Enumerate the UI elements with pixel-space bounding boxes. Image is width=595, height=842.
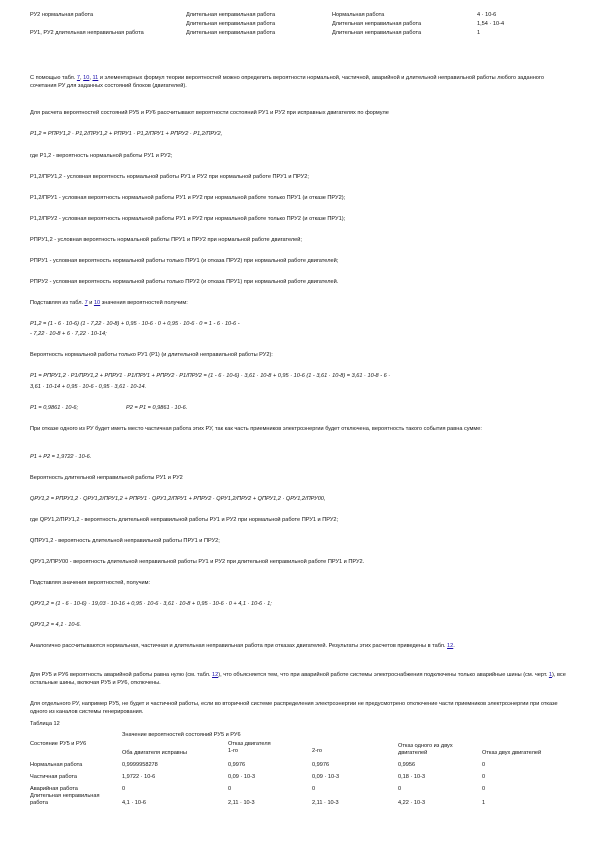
table-cell: 2,11 · 10-3 [312,800,339,806]
table-cell: 4,22 · 10-3 [398,800,426,806]
text: , [80,75,84,81]
text: ), что объясняется тем, что при аварийной работе системы электроснабжения подключены только аварийные шины (см. черт. [218,672,549,678]
table-link[interactable]: 12 [212,672,219,678]
table-cell: 1,9722 · 10-6 [122,774,156,780]
table-cell: 0,09 · 10-3 [228,774,256,780]
text: и элементарных формул теории вероятностей можно определить вероятности нормальной, частичной, аварийной и длительной неправильной работы любого заданного сочетания РУ для заданных состояний блоков (двигателей). [30,75,544,89]
table-row [30,12,570,21]
paragraph: Для отдельного РУ, например РУ5, не будет и частичной работы, если во вторичной системе распределения электроэнергии не предусмотрено отключение части приемников электроэнергии при отказе одного из каналов системы генерирования. [30,701,558,715]
paragraph: PПРУ1 - условная вероятность нормальной работы только ПРУ1 (и отказа ПРУ2) при нормальной работе двигателей; [30,258,339,264]
formula: QРУ1,2 = (1 - 6 · 10-6) · 19,03 · 10-16 + 0,95 · 10-6 · 3,61 · 10-8 + 0,95 · 10-6 · 0 + 4,1 · 10-6 · 1; [30,601,272,607]
table-row [30,30,570,37]
table-cell: 0,9956 [398,762,416,768]
paragraph: P1,2/ПРУ1,2 - условная вероятность нормальной работы РУ1 и РУ2 при нормальной работе ПРУ1 и ПРУ2; [30,174,309,180]
paragraph: PПРУ1,2 - условная вероятность нормальной работы ПРУ1 и ПРУ2 при нормальной работе двигателей; [30,237,302,243]
header-cell: Отказ двух двигателей [482,750,542,756]
header-cell: Оба двигателя исправны [122,750,187,756]
table-cell: 0 [482,774,486,780]
table-cell: 1,54 · 10-4 [477,21,505,27]
table-cell: Длительная неправильная работа [186,12,276,18]
header-cell: 2-го [312,748,323,754]
table-cell: РУ2 нормальная работа [30,12,94,18]
text: С помощью табл. [30,75,77,81]
paragraph: Вероятность длительной неправильной работы РУ1 и РУ2 [30,475,183,481]
table-cell: 1 [477,30,481,36]
paragraph: где QРУ1,2/ПРУ1,2 - вероятность длительной неправильной работы РУ1 и РУ2 при нормальной работе ПРУ1 и ПРУ2; [30,517,339,523]
table-row [30,757,570,769]
header-cell: Значение вероятностей состояний РУ5 и РУ6 [122,732,241,738]
drawing-link[interactable]: 1 [548,672,553,678]
formula: QРУ1,2 = PПРУ1,2 · QРУ1,2/ПРУ1,2 + PПРУ1 · QРУ1,2/ПРУ1 + PПРУ2 · QРУ1,2/ПРУ2 + QПРУ1,2 · QРУ1,2/ПРУ00, [30,496,326,502]
table-row [30,769,570,781]
table-cell [30,21,186,30]
formula: QРУ1,2 = 4,1 · 10-6. [30,622,82,628]
formula-part: P1 = 0,9861 · 10-6; [30,405,79,411]
formula: - 7,22 · 10-8 + 6 · 7,22 · 10-14; [30,331,107,337]
header-cell: Отказ одного из двух двигателей [398,743,453,756]
table-cell: Длительная неправильная работа [30,793,100,806]
probability-table [30,732,570,807]
paragraph: где P1,2 - вероятность нормальной работы РУ1 и РУ2; [30,153,173,159]
paragraph: При отказе одного из РУ будет иметь место частичная работа этих РУ, так как часть приемников электроэнергии будет отключена, вероятность такого события равна сумме: [30,426,482,432]
header-cell [482,732,570,741]
paragraph [30,642,570,650]
table-cell: Длительная неправильная работа [332,30,422,36]
text: Для РУ5 и РУ6 вероятность аварийной работы равна нулю (см. табл. [30,672,213,678]
text: и [87,300,94,306]
header-cell: Отказ двигателя [228,741,271,747]
text: значения вероятностей получим: [100,300,188,306]
paragraph: PПРУ2 - условная вероятность нормальной работы только ПРУ2 (и отказа ПРУ1) при нормальной работе двигателей. [30,279,339,285]
table-row [30,21,570,30]
header-cell: 1-го [228,748,239,754]
table-cell: 0,9999958278 [122,762,158,768]
formula: P1 + P2 = 1,9722 · 10-6. [30,454,92,460]
table-caption: Таблица 12 [30,721,60,727]
text: Аналогично рассчитываются нормальная, частичная и длительная неправильная работа при отказах двигателей. Результаты этих расчетов приведены в табл. [30,643,448,649]
formula: P1,2 = PПРУ1,2 · P1,2/ПРУ1,2 + PПРУ1 · P1,2/ПРУ1 + PПРУ2 · P1,2/ПРУ2, [30,131,223,137]
table-cell: 0 [312,786,316,792]
formula: P1,2 = (1 - 6 · 10-6) (1 - 7,22 · 10-8) + 0,95 · 10-6 · 0 + 0,95 · 10-6 · 0 = 1 - 6 · 10-6 - [30,321,240,327]
table-cell: Длительная неправильная работа [332,21,422,27]
table-cell: 0 [398,786,402,792]
paragraph: QПРУ1,2 - вероятность длительной неправильной работы ПРУ1 и ПРУ2; [30,538,220,544]
table-link[interactable]: 10 [83,75,90,81]
table-cell: 0,9976 [228,762,246,768]
table-link[interactable]: 11 [92,75,99,81]
table-row [30,793,570,807]
table-header-row [30,732,570,741]
paragraph: Для расчета вероятностей состояний РУ5 и РУ6 рассчитывают вероятности состояний РУ1 и РУ2 при исправных двигателях по формуле [30,110,389,116]
formula [30,404,570,412]
paragraph: P1,2/ПРУ2 - условная вероятность нормальной работы РУ1 и РУ2 при нормальной работе только ПРУ2 (и отказе ПРУ1); [30,216,346,222]
table-cell: Частичная работа [30,774,78,780]
table-cell: Длительная неправильная работа [186,30,276,36]
table-link[interactable]: 10 [93,300,101,306]
paragraph: QРУ1,2/ПРУ00 - вероятность длительной неправильной работы РУ1 и РУ2 при длительной неправильной работе ПРУ1 и ПРУ2. [30,559,365,565]
header-cell: Состояние РУ5 и РУ6 [30,741,87,747]
formula-part: P2 = P1 = 0,9861 · 10-6. [126,405,188,411]
table-cell: 0 [482,786,486,792]
text: Подставляя из табл. [30,300,85,306]
table-cell: 0,09 · 10-3 [312,774,340,780]
table-cell: 4,1 · 10-6 [122,800,146,806]
table-cell: 1 [482,800,486,806]
paragraph [30,671,570,687]
table-cell: 0 [482,762,486,768]
paragraph [30,299,570,307]
text: , [89,75,93,81]
paragraph: P1,2/ПРУ1 - условная вероятность нормальной работы РУ1 и РУ2 при нормальной работе только ПРУ1 (и отказе ПРУ2); [30,195,346,201]
table-cell: 2,11 · 10-3 [228,800,255,806]
paragraph: Вероятность нормальной работы только РУ1 (P1) (и длительной неправильной работы РУ2): [30,352,273,358]
paragraph [30,74,570,90]
table-cell: Аварийная работа [30,786,78,792]
table-cell: Нормальная работа [332,12,385,18]
table-cell: 0,18 · 10-3 [398,774,426,780]
text: ), все остальные шины, включая РУ5 и РУ6, отключены. [30,672,566,686]
formula: 3,61 · 10-14 + 0,95 · 10-6 - 0,95 · 3,61 · 10-14. [30,384,147,390]
top-table [30,12,570,37]
table-cell: РУ1, РУ2 длительная неправильная работа [30,30,144,36]
table-link[interactable]: 7 [76,75,81,81]
table-cell: 4 · 10-6 [477,12,497,18]
table-cell: 0,9976 [312,762,330,768]
paragraph: Подставляя значения вероятностей, получим: [30,580,151,586]
formula: P1 = PПРУ1,2 · P1/ПРУ1,2 + PПРУ1 · P1/ПРУ1 + PПРУ2 · P1/ПРУ2 = (1 - 6 · 10-6) · 3,61 · 10-8 + 0,95 · 10-6 (1 - 3,61 · 10-8) = 3,61 · 10-8 - 6 · [30,373,391,379]
table-cell: Длительная неправильная работа [186,21,276,27]
table-link[interactable]: 7 [84,300,88,306]
table-cell: Нормальная работа [30,762,83,768]
table-cell: 0 [122,786,126,792]
table-row [30,781,570,793]
table-cell: 0 [228,786,232,792]
text: . [453,643,455,649]
header-cell [398,732,482,741]
table-link[interactable]: 12 [447,643,454,649]
